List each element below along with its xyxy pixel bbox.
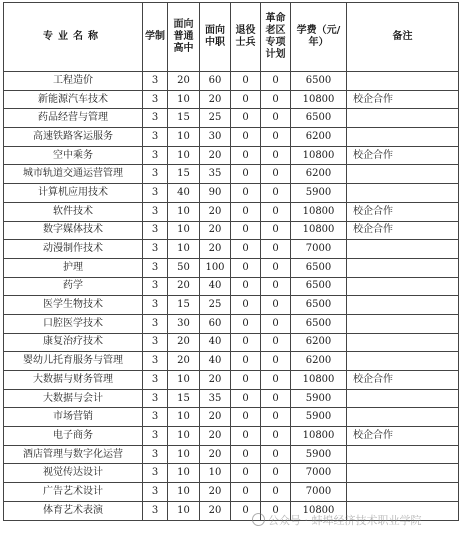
cell-hs: 50 bbox=[168, 258, 200, 277]
cell-hs: 10 bbox=[168, 445, 200, 464]
cell-hs: 10 bbox=[168, 240, 200, 259]
cell-hs: 10 bbox=[168, 408, 200, 427]
cell-name: 广告艺术设计 bbox=[4, 483, 143, 502]
cell-fee: 6500 bbox=[291, 277, 347, 296]
cell-name: 数字媒体技术 bbox=[4, 221, 143, 240]
cell-years: 3 bbox=[143, 445, 168, 464]
header-tuition: 学费（元/年） bbox=[291, 3, 347, 72]
cell-years: 3 bbox=[143, 408, 168, 427]
cell-fee: 6500 bbox=[291, 109, 347, 128]
cell-hs: 15 bbox=[168, 389, 200, 408]
cell-note bbox=[347, 389, 459, 408]
cell-note bbox=[347, 445, 459, 464]
cell-fee: 10800 bbox=[291, 371, 347, 390]
cell-note bbox=[347, 258, 459, 277]
table-header-row bbox=[4, 3, 459, 72]
cell-name: 酒店管理与数字化运营 bbox=[4, 445, 143, 464]
table-row bbox=[4, 202, 459, 221]
cell-note bbox=[347, 184, 459, 203]
cell-years: 3 bbox=[143, 165, 168, 184]
cell-vet: 0 bbox=[231, 202, 261, 221]
cell-name: 空中乘务 bbox=[4, 146, 143, 165]
cell-years: 3 bbox=[143, 427, 168, 446]
cell-fee: 10800 bbox=[291, 221, 347, 240]
cell-years: 3 bbox=[143, 296, 168, 315]
cell-rev: 0 bbox=[261, 389, 291, 408]
cell-vet: 0 bbox=[231, 128, 261, 147]
cell-note bbox=[347, 408, 459, 427]
cell-note: 校企合作 bbox=[347, 146, 459, 165]
cell-note bbox=[347, 352, 459, 371]
cell-name: 工程造价 bbox=[4, 72, 143, 91]
cell-fee: 6500 bbox=[291, 258, 347, 277]
enrollment-plan-table bbox=[3, 2, 459, 521]
cell-note bbox=[347, 296, 459, 315]
cell-rev: 0 bbox=[261, 408, 291, 427]
cell-voc: 20 bbox=[200, 427, 231, 446]
cell-voc: 35 bbox=[200, 389, 231, 408]
cell-hs: 30 bbox=[168, 314, 200, 333]
cell-voc: 20 bbox=[200, 408, 231, 427]
cell-hs: 20 bbox=[168, 277, 200, 296]
cell-voc: 35 bbox=[200, 165, 231, 184]
header-remark: 备注 bbox=[347, 3, 459, 72]
cell-name: 医学生物技术 bbox=[4, 296, 143, 315]
table-row bbox=[4, 445, 459, 464]
watermark: 公众号 · 蚌埠经济技术职业学院 bbox=[252, 512, 422, 528]
cell-name: 护理 bbox=[4, 258, 143, 277]
cell-rev: 0 bbox=[261, 202, 291, 221]
cell-fee: 6500 bbox=[291, 72, 347, 91]
cell-years: 3 bbox=[143, 389, 168, 408]
cell-vet: 0 bbox=[231, 258, 261, 277]
cell-years: 3 bbox=[143, 240, 168, 259]
cell-note: 校企合作 bbox=[347, 371, 459, 390]
cell-note bbox=[347, 240, 459, 259]
cell-fee: 5900 bbox=[291, 408, 347, 427]
cell-fee: 6200 bbox=[291, 128, 347, 147]
cell-voc: 20 bbox=[200, 501, 231, 520]
cell-vet: 0 bbox=[231, 240, 261, 259]
cell-name: 大数据与会计 bbox=[4, 389, 143, 408]
cell-voc: 20 bbox=[200, 240, 231, 259]
cell-note: 校企合作 bbox=[347, 427, 459, 446]
table-row bbox=[4, 240, 459, 259]
cell-hs: 15 bbox=[168, 296, 200, 315]
cell-vet: 0 bbox=[231, 445, 261, 464]
cell-fee: 6500 bbox=[291, 296, 347, 315]
cell-rev: 0 bbox=[261, 445, 291, 464]
cell-vet: 0 bbox=[231, 72, 261, 91]
table-row bbox=[4, 277, 459, 296]
cell-fee: 7000 bbox=[291, 240, 347, 259]
cell-rev: 0 bbox=[261, 333, 291, 352]
cell-voc: 10 bbox=[200, 464, 231, 483]
table-row bbox=[4, 221, 459, 240]
table-row bbox=[4, 483, 459, 502]
table-row bbox=[4, 184, 459, 203]
cell-vet: 0 bbox=[231, 221, 261, 240]
cell-rev: 0 bbox=[261, 427, 291, 446]
cell-rev: 0 bbox=[261, 109, 291, 128]
table-row bbox=[4, 146, 459, 165]
table-row bbox=[4, 352, 459, 371]
header-major: 专业名称 bbox=[4, 3, 143, 72]
cell-voc: 25 bbox=[200, 296, 231, 315]
cell-name: 药学 bbox=[4, 277, 143, 296]
cell-hs: 10 bbox=[168, 128, 200, 147]
cell-fee: 7000 bbox=[291, 483, 347, 502]
cell-note bbox=[347, 464, 459, 483]
cell-years: 3 bbox=[143, 72, 168, 91]
cell-years: 3 bbox=[143, 146, 168, 165]
cell-years: 3 bbox=[143, 371, 168, 390]
cell-rev: 0 bbox=[261, 146, 291, 165]
cell-vet: 0 bbox=[231, 314, 261, 333]
cell-rev: 0 bbox=[261, 258, 291, 277]
cell-hs: 10 bbox=[168, 483, 200, 502]
cell-rev: 0 bbox=[261, 501, 291, 520]
header-veterans: 退役士兵 bbox=[231, 3, 261, 72]
cell-rev: 0 bbox=[261, 483, 291, 502]
cell-fee: 6500 bbox=[291, 314, 347, 333]
cell-years: 3 bbox=[143, 258, 168, 277]
cell-hs: 20 bbox=[168, 352, 200, 371]
cell-voc: 40 bbox=[200, 333, 231, 352]
cell-fee: 7000 bbox=[291, 464, 347, 483]
cell-years: 3 bbox=[143, 501, 168, 520]
cell-vet: 0 bbox=[231, 109, 261, 128]
cell-hs: 20 bbox=[168, 72, 200, 91]
cell-hs: 40 bbox=[168, 184, 200, 203]
cell-voc: 20 bbox=[200, 483, 231, 502]
table-row bbox=[4, 389, 459, 408]
cell-hs: 10 bbox=[168, 221, 200, 240]
cell-name: 药品经营与管理 bbox=[4, 109, 143, 128]
cell-voc: 20 bbox=[200, 90, 231, 109]
cell-hs: 20 bbox=[168, 333, 200, 352]
table-row bbox=[4, 128, 459, 147]
cell-name: 新能源汽车技术 bbox=[4, 90, 143, 109]
cell-voc: 20 bbox=[200, 221, 231, 240]
cell-name: 康复治疗技术 bbox=[4, 333, 143, 352]
cell-vet: 0 bbox=[231, 501, 261, 520]
cell-vet: 0 bbox=[231, 296, 261, 315]
cell-years: 3 bbox=[143, 352, 168, 371]
cell-note: 校企合作 bbox=[347, 221, 459, 240]
table-row bbox=[4, 371, 459, 390]
cell-vet: 0 bbox=[231, 371, 261, 390]
cell-name: 计算机应用技术 bbox=[4, 184, 143, 203]
cell-voc: 90 bbox=[200, 184, 231, 203]
table-row bbox=[4, 314, 459, 333]
cell-note bbox=[347, 109, 459, 128]
cell-note bbox=[347, 314, 459, 333]
cell-vet: 0 bbox=[231, 408, 261, 427]
cell-fee: 5900 bbox=[291, 184, 347, 203]
cell-voc: 40 bbox=[200, 352, 231, 371]
cell-vet: 0 bbox=[231, 483, 261, 502]
cell-name: 城市轨道交通运营管理 bbox=[4, 165, 143, 184]
table-row bbox=[4, 296, 459, 315]
cell-name: 市场营销 bbox=[4, 408, 143, 427]
cell-rev: 0 bbox=[261, 371, 291, 390]
cell-hs: 10 bbox=[168, 464, 200, 483]
table-row bbox=[4, 464, 459, 483]
cell-rev: 0 bbox=[261, 464, 291, 483]
cell-rev: 0 bbox=[261, 90, 291, 109]
cell-vet: 0 bbox=[231, 464, 261, 483]
cell-vet: 0 bbox=[231, 165, 261, 184]
cell-years: 3 bbox=[143, 128, 168, 147]
cell-fee: 6200 bbox=[291, 333, 347, 352]
cell-voc: 20 bbox=[200, 371, 231, 390]
table-body bbox=[4, 72, 459, 521]
cell-vet: 0 bbox=[231, 184, 261, 203]
cell-name: 口腔医学技术 bbox=[4, 314, 143, 333]
cell-voc: 20 bbox=[200, 146, 231, 165]
table-row bbox=[4, 333, 459, 352]
cell-note bbox=[347, 483, 459, 502]
cell-rev: 0 bbox=[261, 314, 291, 333]
cell-note: 校企合作 bbox=[347, 90, 459, 109]
cell-years: 3 bbox=[143, 483, 168, 502]
cell-years: 3 bbox=[143, 333, 168, 352]
cell-voc: 20 bbox=[200, 202, 231, 221]
cell-rev: 0 bbox=[261, 352, 291, 371]
cell-note bbox=[347, 128, 459, 147]
cell-note bbox=[347, 277, 459, 296]
cell-hs: 10 bbox=[168, 90, 200, 109]
cell-hs: 15 bbox=[168, 109, 200, 128]
header-years: 学制 bbox=[143, 3, 168, 72]
cell-hs: 10 bbox=[168, 501, 200, 520]
cell-years: 3 bbox=[143, 464, 168, 483]
table-row bbox=[4, 90, 459, 109]
cell-rev: 0 bbox=[261, 165, 291, 184]
cell-voc: 20 bbox=[200, 445, 231, 464]
cell-name: 动漫制作技术 bbox=[4, 240, 143, 259]
cell-fee: 5900 bbox=[291, 445, 347, 464]
cell-hs: 10 bbox=[168, 427, 200, 446]
cell-years: 3 bbox=[143, 184, 168, 203]
cell-rev: 0 bbox=[261, 72, 291, 91]
cell-hs: 10 bbox=[168, 371, 200, 390]
cell-note bbox=[347, 72, 459, 91]
cell-rev: 0 bbox=[261, 184, 291, 203]
cell-fee: 10800 bbox=[291, 501, 347, 520]
cell-years: 3 bbox=[143, 202, 168, 221]
table-row bbox=[4, 408, 459, 427]
header-general-hs: 面向普通高中 bbox=[168, 3, 200, 72]
cell-rev: 0 bbox=[261, 296, 291, 315]
cell-vet: 0 bbox=[231, 146, 261, 165]
cell-voc: 60 bbox=[200, 314, 231, 333]
cell-name: 体育艺术表演 bbox=[4, 501, 143, 520]
cell-voc: 25 bbox=[200, 109, 231, 128]
cell-name: 视觉传达设计 bbox=[4, 464, 143, 483]
header-vocational: 面向中职 bbox=[200, 3, 231, 72]
cell-note bbox=[347, 165, 459, 184]
cell-rev: 0 bbox=[261, 277, 291, 296]
cell-rev: 0 bbox=[261, 240, 291, 259]
cell-hs: 15 bbox=[168, 165, 200, 184]
cell-vet: 0 bbox=[231, 427, 261, 446]
cell-fee: 10800 bbox=[291, 427, 347, 446]
cell-note bbox=[347, 333, 459, 352]
cell-voc: 60 bbox=[200, 72, 231, 91]
cell-years: 3 bbox=[143, 90, 168, 109]
cell-years: 3 bbox=[143, 314, 168, 333]
cell-note: 校企合作 bbox=[347, 202, 459, 221]
cell-fee: 10800 bbox=[291, 146, 347, 165]
table-row bbox=[4, 427, 459, 446]
cell-vet: 0 bbox=[231, 333, 261, 352]
cell-name: 高速铁路客运服务 bbox=[4, 128, 143, 147]
cell-name: 婴幼儿托育服务与管理 bbox=[4, 352, 143, 371]
table-row bbox=[4, 72, 459, 91]
cell-hs: 10 bbox=[168, 202, 200, 221]
table-row bbox=[4, 165, 459, 184]
cell-name: 大数据与财务管理 bbox=[4, 371, 143, 390]
table-row bbox=[4, 109, 459, 128]
cell-voc: 100 bbox=[200, 258, 231, 277]
cell-vet: 0 bbox=[231, 352, 261, 371]
cell-rev: 0 bbox=[261, 128, 291, 147]
cell-fee: 10800 bbox=[291, 90, 347, 109]
cell-years: 3 bbox=[143, 109, 168, 128]
cell-fee: 5900 bbox=[291, 389, 347, 408]
cell-voc: 30 bbox=[200, 128, 231, 147]
cell-vet: 0 bbox=[231, 389, 261, 408]
wechat-icon bbox=[252, 513, 265, 526]
cell-name: 电子商务 bbox=[4, 427, 143, 446]
cell-fee: 10800 bbox=[291, 202, 347, 221]
cell-hs: 10 bbox=[168, 146, 200, 165]
header-revolution: 革命老区专项计划 bbox=[261, 3, 291, 72]
cell-years: 3 bbox=[143, 277, 168, 296]
cell-years: 3 bbox=[143, 221, 168, 240]
cell-vet: 0 bbox=[231, 90, 261, 109]
table-row bbox=[4, 258, 459, 277]
cell-name: 软件技术 bbox=[4, 202, 143, 221]
cell-vet: 0 bbox=[231, 277, 261, 296]
cell-voc: 40 bbox=[200, 277, 231, 296]
cell-fee: 6200 bbox=[291, 165, 347, 184]
cell-rev: 0 bbox=[261, 221, 291, 240]
cell-fee: 6200 bbox=[291, 352, 347, 371]
